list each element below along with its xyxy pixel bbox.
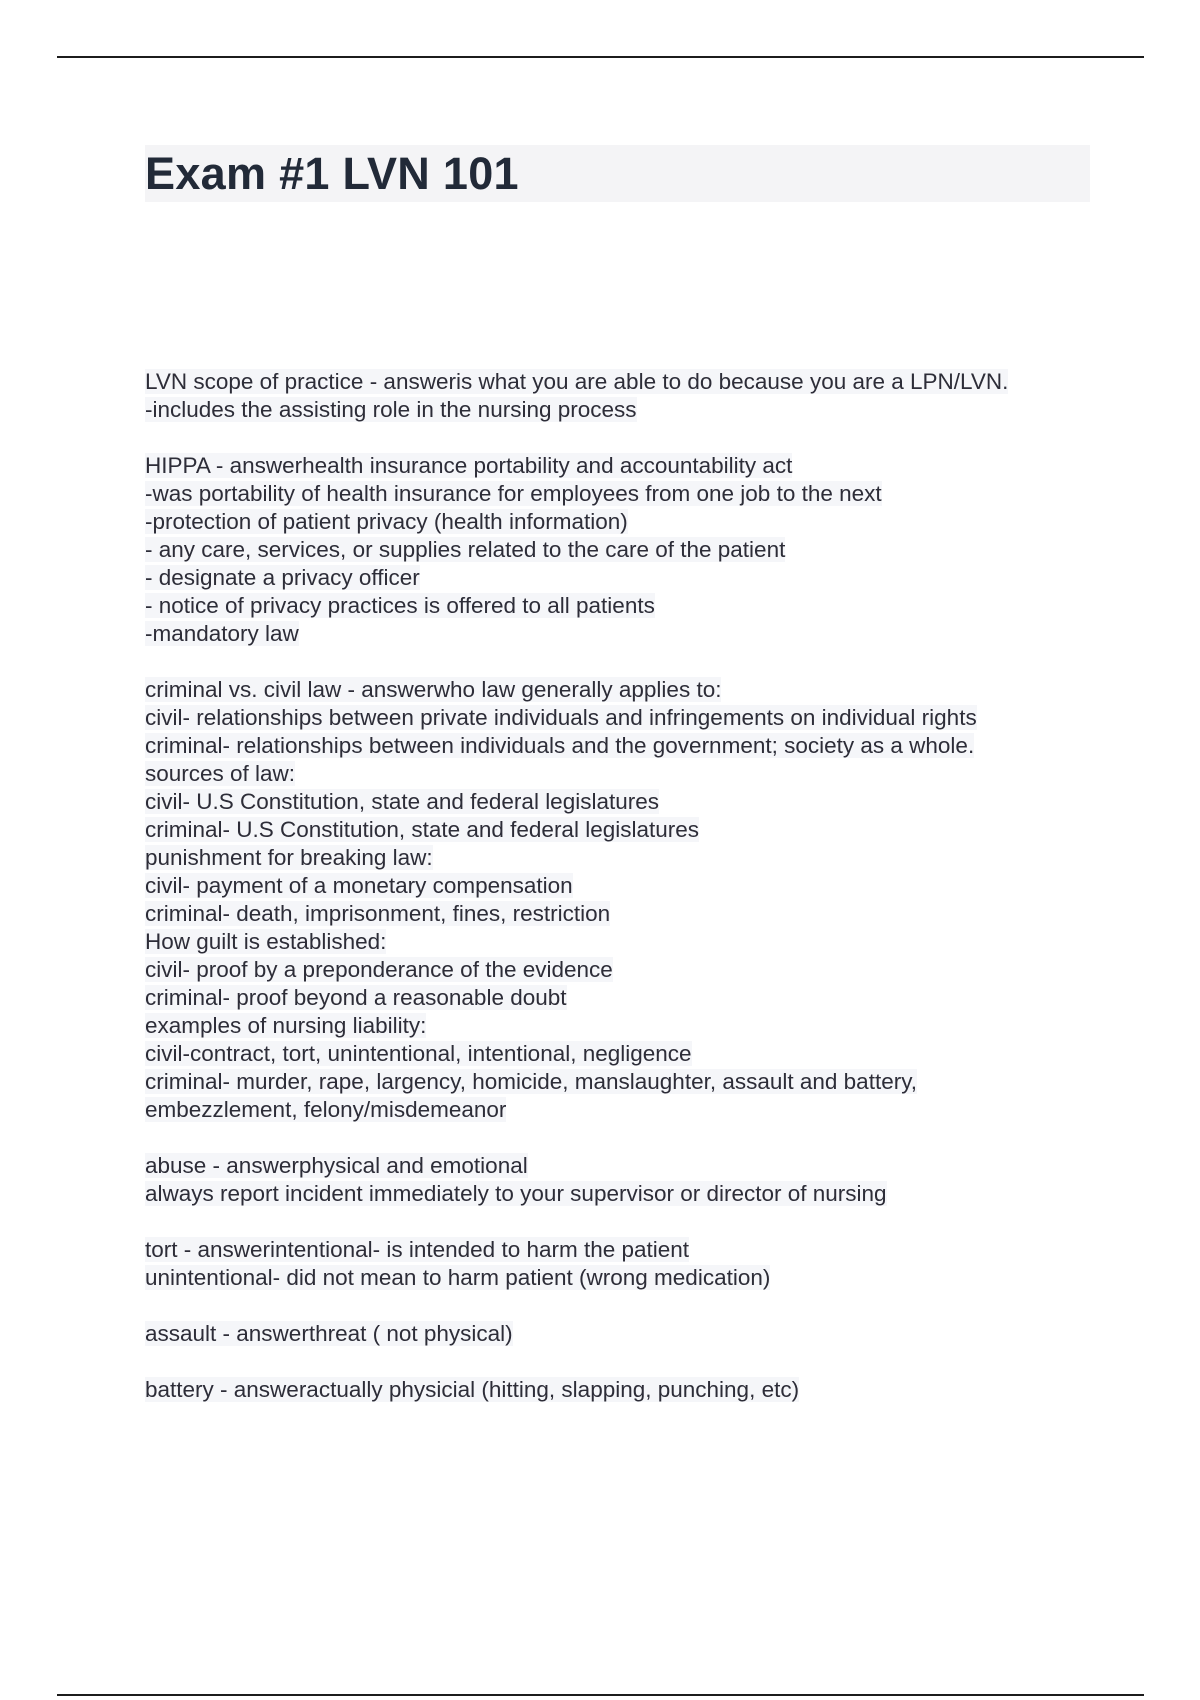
entry-detail-line <box>145 480 1105 508</box>
line-text: - designate a privacy officer <box>145 565 420 590</box>
entry-detail-line <box>145 704 1105 732</box>
line-text: How guilt is established: <box>145 929 387 954</box>
line-text: LVN scope of practice - answeris what you are able to do because you are a LPN/LVN. <box>145 369 1009 394</box>
entry-detail-line <box>145 592 1105 620</box>
entry-detail-line <box>145 900 1105 928</box>
line-text: criminal- U.S Constitution, state and federal legislatures <box>145 817 700 842</box>
qa-entry <box>145 452 1105 648</box>
line-text: punishment for breaking law: <box>145 845 433 870</box>
entry-detail-line <box>145 844 1105 872</box>
entry-detail-line <box>145 956 1105 984</box>
qa-entry <box>145 1152 1105 1208</box>
line-text: criminal- murder, rape, largency, homicide, manslaughter, assault and battery, <box>145 1069 918 1094</box>
line-text: battery - answeractually physicial (hitting, slapping, punching, etc) <box>145 1377 800 1402</box>
entry-detail-line <box>145 396 1105 424</box>
entry-detail-line <box>145 1068 1105 1096</box>
line-text: examples of nursing liability: <box>145 1013 427 1038</box>
entry-term-line <box>145 1376 1105 1404</box>
line-text: -includes the assisting role in the nursing process <box>145 397 637 422</box>
line-text: -protection of patient privacy (health information) <box>145 509 628 534</box>
bottom-rule <box>57 1694 1144 1696</box>
line-text: HIPPA - answerhealth insurance portability and accountability act <box>145 453 793 478</box>
line-text: tort - answerintentional- is intended to harm the patient <box>145 1237 690 1262</box>
entry-detail-line <box>145 620 1105 648</box>
line-text: civil-contract, tort, unintentional, intentional, negligence <box>145 1041 692 1066</box>
line-text: civil- U.S Constitution, state and federal legislatures <box>145 789 659 814</box>
entry-term-line <box>145 1236 1105 1264</box>
qa-entry <box>145 1376 1105 1404</box>
line-text: embezzlement, felony/misdemeanor <box>145 1097 507 1122</box>
line-text: civil- payment of a monetary compensation <box>145 873 573 898</box>
entry-detail-line <box>145 984 1105 1012</box>
entry-detail-line <box>145 1096 1105 1124</box>
qa-entry <box>145 1236 1105 1292</box>
qa-entry <box>145 676 1105 1124</box>
entry-detail-line <box>145 564 1105 592</box>
entry-term-line <box>145 368 1105 396</box>
entry-detail-line <box>145 1180 1105 1208</box>
entry-term-line <box>145 1152 1105 1180</box>
entry-detail-line <box>145 508 1105 536</box>
entry-detail-line <box>145 1012 1105 1040</box>
entry-detail-line <box>145 872 1105 900</box>
document-body <box>145 368 1105 1432</box>
line-text: -was portability of health insurance for employees from one job to the next <box>145 481 882 506</box>
line-text: criminal- proof beyond a reasonable doubt <box>145 985 567 1010</box>
line-text: - any care, services, or supplies related to the care of the patient <box>145 537 786 562</box>
entry-detail-line <box>145 928 1105 956</box>
top-rule <box>57 56 1144 58</box>
entry-term-line <box>145 452 1105 480</box>
entry-detail-line <box>145 732 1105 760</box>
line-text: sources of law: <box>145 761 296 786</box>
entry-term-line <box>145 1320 1105 1348</box>
entry-term-line <box>145 676 1105 704</box>
line-text: criminal vs. civil law - answerwho law generally applies to: <box>145 677 722 702</box>
line-text: unintentional- did not mean to harm patient (wrong medication) <box>145 1265 771 1290</box>
line-text: civil- proof by a preponderance of the evidence <box>145 957 613 982</box>
entry-detail-line <box>145 1040 1105 1068</box>
entry-detail-line <box>145 816 1105 844</box>
entry-detail-line <box>145 760 1105 788</box>
qa-entry <box>145 1320 1105 1348</box>
line-text: criminal- relationships between individuals and the government; society as a whole. <box>145 733 975 758</box>
line-text: - notice of privacy practices is offered to all patients <box>145 593 655 618</box>
line-text: -mandatory law <box>145 621 299 646</box>
entry-detail-line <box>145 536 1105 564</box>
line-text: abuse - answerphysical and emotional <box>145 1153 528 1178</box>
line-text: civil- relationships between private individuals and infringements on individual rights <box>145 705 977 730</box>
line-text: assault - answerthreat ( not physical) <box>145 1321 513 1346</box>
entry-detail-line <box>145 788 1105 816</box>
line-text: criminal- death, imprisonment, fines, restriction <box>145 901 611 926</box>
qa-entry <box>145 368 1105 424</box>
entry-detail-line <box>145 1264 1105 1292</box>
document-title: Exam #1 LVN 101 <box>145 148 519 199</box>
line-text: always report incident immediately to your supervisor or director of nursing <box>145 1181 887 1206</box>
